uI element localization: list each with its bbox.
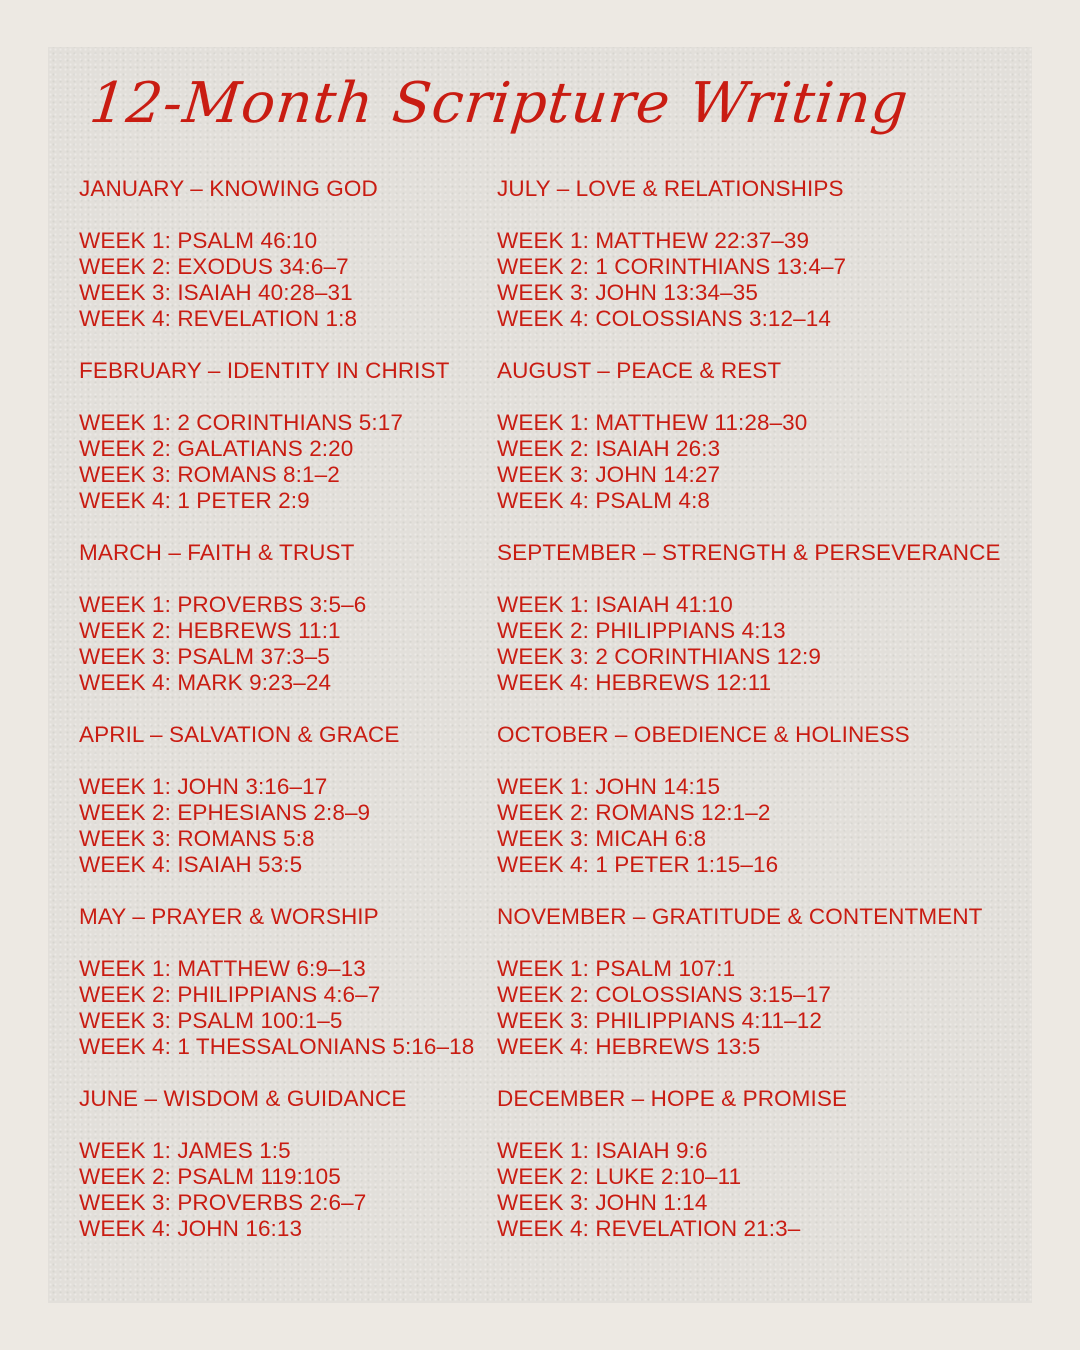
week-item: WEEK 3: PSALM 100:1–5	[79, 1008, 343, 1033]
page-title: 12-Month Scripture Writing	[86, 71, 912, 136]
month-september	[497, 540, 1027, 722]
week-item: WEEK 4: ISAIAH 53:5	[79, 852, 303, 877]
week-item: WEEK 2: PHILIPPIANS 4:6–7	[79, 982, 381, 1007]
week-item: WEEK 1: JOHN 3:16–17	[79, 774, 328, 799]
month-may	[79, 904, 489, 1086]
week-item: WEEK 1: ISAIAH 9:6	[497, 1138, 708, 1163]
week-item: WEEK 4: 1 PETER 1:15–16	[497, 852, 779, 877]
month-december	[497, 1086, 1027, 1268]
week-item: WEEK 4: HEBREWS 13:5	[497, 1034, 761, 1059]
month-title: AUGUST – PEACE & REST	[497, 358, 782, 383]
week-item: WEEK 1: PROVERBS 3:5–6	[79, 592, 367, 617]
month-april	[79, 722, 489, 904]
week-item: WEEK 4: HEBREWS 12:11	[497, 670, 772, 695]
week-item: WEEK 1: MATTHEW 6:9–13	[79, 956, 366, 981]
week-item: WEEK 2: 1 CORINTHIANS 13:4–7	[497, 254, 847, 279]
month-title: FEBRUARY – IDENTITY IN CHRIST	[79, 358, 450, 383]
week-item: WEEK 4: 1 THESSALONIANS 5:16–18	[79, 1034, 475, 1059]
month-title: JUNE – WISDOM & GUIDANCE	[79, 1086, 407, 1111]
month-january	[79, 176, 489, 358]
scripture-card	[48, 47, 1032, 1303]
week-item: WEEK 1: MATTHEW 22:37–39	[497, 228, 810, 253]
right-column	[497, 176, 1027, 1268]
week-item: WEEK 4: REVELATION 1:8	[79, 306, 358, 331]
month-october	[497, 722, 1027, 904]
month-title: APRIL – SALVATION & GRACE	[79, 722, 400, 747]
week-item: WEEK 4: COLOSSIANS 3:12–14	[497, 306, 832, 331]
week-item: WEEK 2: ISAIAH 26:3	[497, 436, 721, 461]
week-item: WEEK 1: JOHN 14:15	[497, 774, 721, 799]
week-item: WEEK 3: PHILIPPIANS 4:11–12	[497, 1008, 822, 1033]
week-item: WEEK 4: 1 PETER 2:9	[79, 488, 310, 513]
week-item: WEEK 4: REVELATION 21:3–	[497, 1216, 801, 1241]
week-item: WEEK 3: JOHN 13:34–35	[497, 280, 758, 305]
week-item: WEEK 3: ISAIAH 40:28–31	[79, 280, 353, 305]
month-title: MAY – PRAYER & WORSHIP	[79, 904, 379, 929]
week-item: WEEK 1: JAMES 1:5	[79, 1138, 291, 1163]
week-item: WEEK 2: PHILIPPIANS 4:13	[497, 618, 786, 643]
week-item: WEEK 4: MARK 9:23–24	[79, 670, 332, 695]
month-august	[497, 358, 1027, 540]
month-title: MARCH – FAITH & TRUST	[79, 540, 355, 565]
week-item: WEEK 3: ROMANS 5:8	[79, 826, 315, 851]
week-item: WEEK 2: GALATIANS 2:20	[79, 436, 354, 461]
week-item: WEEK 3: PROVERBS 2:6–7	[79, 1190, 367, 1215]
month-march	[79, 540, 489, 722]
month-title: DECEMBER – HOPE & PROMISE	[497, 1086, 848, 1111]
month-june	[79, 1086, 489, 1268]
week-item: WEEK 1: ISAIAH 41:10	[497, 592, 733, 617]
week-item: WEEK 3: MICAH 6:8	[497, 826, 707, 851]
week-item: WEEK 2: LUKE 2:10–11	[497, 1164, 742, 1189]
week-item: WEEK 1: PSALM 46:10	[79, 228, 318, 253]
left-column	[79, 176, 489, 1268]
week-item: WEEK 1: 2 CORINTHIANS 5:17	[79, 410, 403, 435]
week-item: WEEK 3: JOHN 14:27	[497, 462, 721, 487]
week-item: WEEK 2: ROMANS 12:1–2	[497, 800, 771, 825]
week-item: WEEK 4: PSALM 4:8	[497, 488, 711, 513]
month-february	[79, 358, 489, 540]
week-item: WEEK 3: JOHN 1:14	[497, 1190, 708, 1215]
week-item: WEEK 2: PSALM 119:105	[79, 1164, 341, 1189]
month-title: JULY – LOVE & RELATIONSHIPS	[497, 176, 844, 201]
week-item: WEEK 2: HEBREWS 11:1	[79, 618, 341, 643]
month-title: OCTOBER – OBEDIENCE & HOLINESS	[497, 722, 910, 747]
week-item: WEEK 3: ROMANS 8:1–2	[79, 462, 340, 487]
month-title: NOVEMBER – GRATITUDE & CONTENTMENT	[497, 904, 983, 929]
month-title: SEPTEMBER – STRENGTH & PERSEVERANCE	[497, 540, 1001, 565]
week-item: WEEK 2: COLOSSIANS 3:15–17	[497, 982, 832, 1007]
week-item: WEEK 2: EPHESIANS 2:8–9	[79, 800, 371, 825]
month-november	[497, 904, 1027, 1086]
month-title: JANUARY – KNOWING GOD	[79, 176, 378, 201]
month-july	[497, 176, 1027, 358]
week-item: WEEK 3: 2 CORINTHIANS 12:9	[497, 644, 821, 669]
week-item: WEEK 1: PSALM 107:1	[497, 956, 736, 981]
week-item: WEEK 1: MATTHEW 11:28–30	[497, 410, 808, 435]
week-item: WEEK 3: PSALM 37:3–5	[79, 644, 330, 669]
week-item: WEEK 4: JOHN 16:13	[79, 1216, 303, 1241]
week-item: WEEK 2: EXODUS 34:6–7	[79, 254, 349, 279]
